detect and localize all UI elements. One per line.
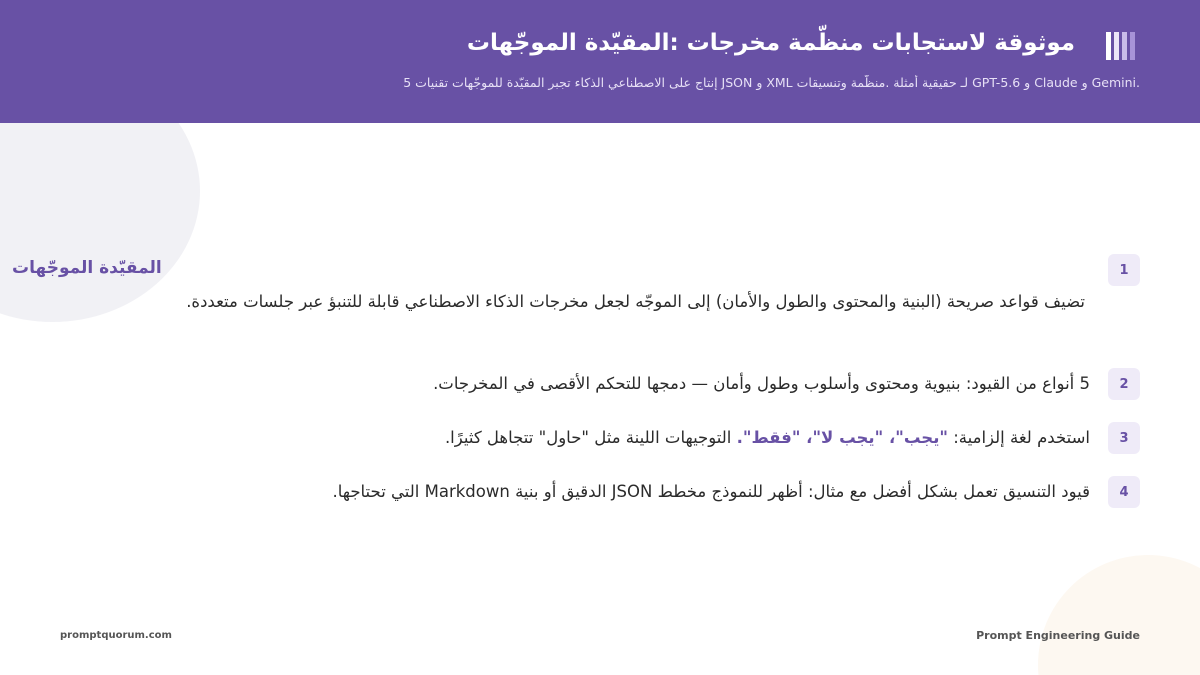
item-text-part: التوجيهات اللينة مثل "حاول" تتجاهل كثيرًا. [444,428,737,447]
highlighted-keywords: "يجب"، "يجب لا"، "فقط". [736,428,948,447]
bars-icon [1106,32,1140,60]
item-number-badge: 1 [1108,254,1140,286]
logo-bar [1106,32,1111,60]
item-number-badge: 2 [1108,368,1140,400]
page-title: موثوقة لاستجابات منظّمة مخرجات :المقيّدة الموجّهات [466,30,1075,56]
item-text-part: استخدم لغة إلزامية: [947,428,1090,447]
logo-bar [1114,32,1119,60]
decorative-circle [1038,555,1200,675]
header-banner [0,0,1200,123]
logo-bar [1130,32,1135,60]
item-number-badge: 3 [1108,422,1140,454]
footer-guide-label: Prompt Engineering Guide [976,629,1140,642]
section-heading: المقيّدة الموجّهات [12,258,162,278]
list-item-text: 5 أنواع من القيود: بنيوية ومحتوى وأسلوب وطول وأمان — دمجها للتحكم الأقصى في المخرجات. [433,374,1090,393]
footer-website: promptquorum.com [60,630,172,641]
list-item-text: تضيف قواعد صريحة (البنية والمحتوى والطول والأمان) إلى الموجّه لجعل مخرجات الذكاء الاصطناعي قابلة للتنبؤ عبر جلسات متعددة. [186,292,1085,311]
list-item-text: قيود التنسيق تعمل بشكل أفضل مع مثال: أظهر للنموذج مخطط JSON الدقيق أو بنية Markdown التي تحتاجها. [332,482,1090,501]
page-subtitle: .Gemini و Claude و GPT-5.6 لـ حقيقية أمثلة .منظّمة وتنسيقات XML و JSON إنتاج على الاصطناعي الذكاء تجبر المقيّدة للموجّهات تقنيات 5 [403,75,1140,90]
list-item-text [60,426,1090,450]
item-number-badge: 4 [1108,476,1140,508]
logo-bar [1122,32,1127,60]
